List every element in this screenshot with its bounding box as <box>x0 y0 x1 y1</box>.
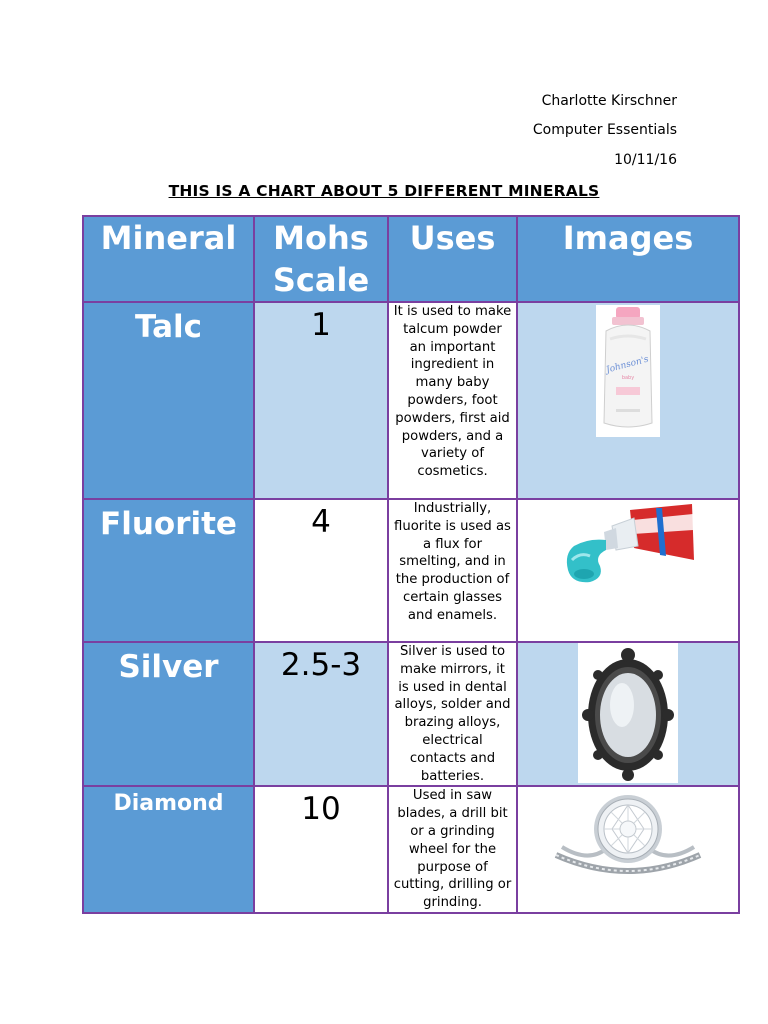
table-row <box>83 642 739 786</box>
uses-text: Silver is used to make mirrors, it is used in dental alloys, solder and brazing alloys, electrical contacts and batteries. <box>394 644 511 784</box>
table-header-row <box>83 216 739 302</box>
mineral-name: Silver <box>118 649 219 685</box>
mirror-image <box>578 643 678 783</box>
table-row <box>83 302 739 499</box>
svg-text:baby: baby <box>621 375 635 381</box>
mohs-value: 4 <box>311 504 331 540</box>
diamond-ring-image <box>548 789 708 879</box>
mohs-value: 1 <box>311 307 331 343</box>
document-date: 10/11/16 <box>614 152 677 168</box>
column-header-images: Images <box>517 216 739 302</box>
mohs-value: 10 <box>301 791 341 828</box>
author-name: Charlotte Kirschner <box>541 93 677 109</box>
mineral-name: Talc <box>134 309 203 345</box>
table-row <box>83 499 739 642</box>
column-header-uses: Uses <box>388 216 517 302</box>
uses-text: Industrially, fluorite is used as a flux for smelting, and in the production of certain glasses and enamels. <box>394 501 511 623</box>
table-row <box>83 786 739 913</box>
uses-text: Used in saw blades, a drill bit or a grinding wheel for the purpose of cutting, drilling or grinding. <box>393 788 512 911</box>
mineral-name: Diamond <box>113 791 224 817</box>
column-header-mineral: Mineral <box>83 216 254 302</box>
course-name: Computer Essentials <box>532 122 677 138</box>
baby-powder-image <box>596 305 660 437</box>
uses-text: It is used to make talcum powder an important ingredient in many baby powders, foot powders, first aid powders, and a variety of cosmetics. <box>393 304 512 480</box>
svg-text:Johnson's: Johnson's <box>605 354 650 376</box>
toothpaste-image <box>560 500 696 592</box>
mineral-name: Fluorite <box>100 506 237 542</box>
mohs-value: 2.5-3 <box>280 647 362 683</box>
page-title: THIS IS A CHART ABOUT 5 DIFFERENT MINERALS <box>168 182 600 200</box>
column-header-mohs-scale: Mohs Scale <box>254 216 388 302</box>
minerals-table <box>82 215 740 914</box>
